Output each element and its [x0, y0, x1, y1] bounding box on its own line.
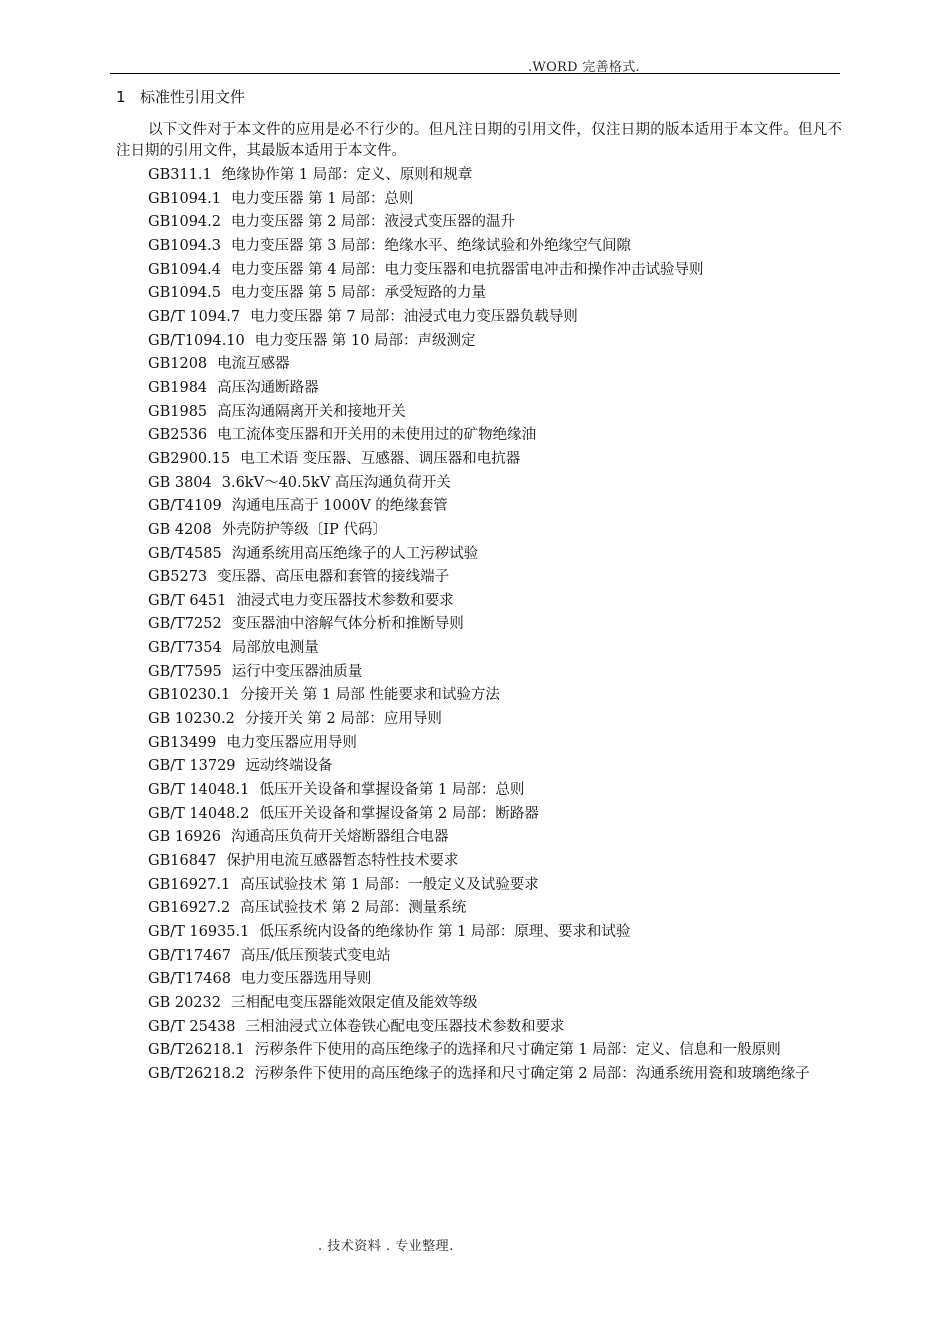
reference-item	[116, 614, 842, 635]
reference-title: 高压沟通隔离开关和接地开关	[217, 403, 406, 420]
reference-title: 电流互感器	[217, 356, 290, 373]
reference-code: GB10230.1	[148, 687, 231, 704]
reference-item	[116, 425, 842, 446]
reference-title: 运行中变压器油质量	[231, 663, 363, 680]
reference-code: GB/T7252	[148, 616, 222, 633]
reference-title: 保护用电流互感器暂态特性技术要求	[226, 853, 459, 870]
reference-title: 高压沟通断路器	[217, 379, 319, 396]
reference-title: 电力变压器 第 2 局部：液浸式变压器的温升	[230, 214, 516, 231]
reference-code: GB/T26218.1	[148, 1042, 245, 1059]
reference-item	[116, 165, 842, 186]
reference-list	[116, 165, 842, 1085]
reference-code: GB1094.3	[148, 237, 221, 254]
reference-title: 绝缘协作第 1 局部：定义、原则和规章	[221, 167, 473, 183]
reference-code: GB1094.4	[148, 261, 221, 278]
reference-title: 电力变压器 第 10 局部：声级测定	[254, 332, 476, 349]
reference-code: GB/T 25438	[148, 1018, 236, 1035]
reference-title: 电力变压器 第 3 局部：绝缘水平、绝缘试验和外绝缘空气间隙	[230, 237, 632, 254]
reference-title: 变压器油中溶解气体分析和推断导则	[231, 616, 464, 633]
reference-title: 电力变压器 第 7 局部：油浸式电力变压器负载导则	[250, 308, 578, 325]
reference-item	[116, 946, 842, 967]
reference-item	[116, 685, 842, 706]
reference-item	[116, 378, 842, 399]
reference-title: 3.6kV～40.5kV 高压沟通负荷开关	[221, 474, 451, 491]
reference-item	[116, 875, 842, 896]
reference-item	[116, 260, 842, 281]
reference-code: GB 4208	[148, 521, 212, 538]
reference-code: GB/T7354	[148, 640, 222, 657]
reference-item	[116, 638, 842, 659]
reference-code: GB1208	[148, 356, 208, 373]
reference-code: GB1094.5	[148, 285, 221, 302]
reference-code: GB/T 6451	[148, 592, 227, 609]
reference-item	[116, 898, 842, 919]
footer-text: . 技术资料 . 专业整理.	[318, 1239, 454, 1254]
reference-title: 高压试验技术 第 1 局部：一般定义及试验要求	[240, 876, 539, 893]
reference-item	[116, 922, 842, 943]
reference-title: 远动终端设备	[245, 758, 333, 775]
reference-title: 变压器、高压电器和套管的接线端子	[217, 569, 450, 586]
reference-title: 电力变压器 第 1 局部：总则	[230, 190, 414, 207]
reference-item	[116, 473, 842, 494]
reference-code: GB2536	[148, 427, 208, 444]
reference-title: 低压系统内设备的绝缘协作 第 1 局部：原理、要求和试验	[259, 924, 631, 940]
reference-title: 电力变压器 第 5 局部：承受短路的力量	[230, 285, 487, 302]
reference-code: GB16927.1	[148, 876, 231, 893]
section-title: 标准性引用文件	[140, 88, 246, 106]
reference-item	[116, 1040, 842, 1061]
reference-title: 电力变压器应用导则	[226, 734, 357, 751]
reference-title: 低压开关设备和掌握设备第 2 局部：断路器	[259, 805, 539, 822]
reference-item	[116, 993, 842, 1014]
reference-item	[116, 189, 842, 210]
reference-code: GB/T1094.10	[148, 332, 245, 349]
reference-title: 低压开关设备和掌握设备第 1 局部：总则	[259, 782, 525, 799]
reference-item	[116, 1017, 842, 1038]
reference-code: GB/T17468	[148, 971, 231, 988]
reference-title: 电力变压器 第 4 局部：电力变压器和电抗器雷电冲击和操作冲击试验导则	[230, 261, 704, 278]
reference-code: GB/T 14048.2	[148, 805, 250, 822]
reference-item	[116, 591, 842, 612]
reference-code: GB2900.15	[148, 450, 231, 467]
reference-item	[116, 851, 842, 872]
header-text: .WORD 完善格式.	[528, 60, 640, 75]
section-heading	[116, 86, 245, 107]
reference-code: GB1094.1	[148, 190, 221, 207]
reference-item	[116, 307, 842, 328]
reference-code: GB/T4109	[148, 498, 222, 515]
reference-title: 局部放电测量	[231, 640, 319, 657]
reference-title: 分接开关 第 1 局部 性能要求和试验方法	[240, 687, 500, 704]
section-number: 1	[116, 88, 126, 106]
reference-title: 沟通系统用高压绝缘子的人工污秽试验	[231, 545, 479, 562]
reference-code: GB 3804	[148, 474, 212, 491]
reference-item	[116, 354, 842, 375]
reference-item	[116, 402, 842, 423]
header-rule	[110, 73, 840, 74]
reference-code: GB 20232	[148, 994, 221, 1011]
reference-title: 高压/低压预装式变电站	[240, 947, 391, 964]
reference-title: 高压试验技术 第 2 局部：测量系统	[240, 900, 467, 917]
reference-title: 沟通高压负荷开关熔断器组合电器	[230, 829, 449, 846]
reference-code: GB/T17467	[148, 947, 231, 964]
reference-code: GB16847	[148, 853, 217, 870]
reference-item	[116, 709, 842, 730]
reference-item	[116, 283, 842, 304]
reference-code: GB/T 13729	[148, 758, 236, 775]
reference-code: GB16927.2	[148, 900, 231, 917]
reference-item	[116, 733, 842, 754]
reference-item	[116, 756, 842, 777]
reference-item	[116, 804, 842, 825]
reference-item	[116, 1064, 842, 1085]
reference-code: GB1984	[148, 379, 208, 396]
reference-code: GB 10230.2	[148, 711, 235, 728]
reference-title: 电工术语 变压器、互感器、调压器和电抗器	[240, 450, 521, 467]
intro-paragraph: 以下文件对于本文件的应用是必不行少的。但凡注日期的引用文件，仅注日期的版本适用于本文件。但凡不注日期的引用文件，其最版本适用于本文件。	[116, 122, 842, 159]
reference-title: 三相油浸式立体卷铁心配电变压器技术参数和要求	[245, 1018, 565, 1035]
reference-item	[116, 496, 842, 517]
reference-item	[116, 827, 842, 848]
reference-item	[116, 236, 842, 257]
reference-code: GB 16926	[148, 829, 221, 846]
reference-title: 油浸式电力变压器技术参数和要求	[236, 592, 454, 609]
reference-item	[116, 520, 842, 541]
reference-item	[116, 449, 842, 470]
document-body	[116, 120, 842, 1088]
reference-code: GB13499	[148, 734, 217, 751]
reference-item	[116, 567, 842, 588]
reference-item	[116, 662, 842, 683]
reference-code: GB/T4585	[148, 545, 222, 562]
reference-title: 三相配电变压器能效限定值及能效等级	[230, 994, 478, 1011]
reference-code: GB/T26218.2	[148, 1065, 245, 1082]
reference-code: GB311.1	[148, 167, 212, 183]
reference-item	[116, 544, 842, 565]
reference-item	[116, 212, 842, 233]
reference-code: GB/T 14048.1	[148, 782, 250, 799]
reference-item	[116, 780, 842, 801]
reference-title: 外壳防护等级〔IP 代码〕	[221, 521, 387, 538]
reference-title: 沟通电压高于 1000V 的绝缘套管	[231, 498, 448, 515]
reference-code: GB/T 16935.1	[148, 924, 250, 940]
reference-title: 电力变压器选用导则	[240, 971, 372, 988]
reference-title: 分接开关 第 2 局部：应用导则	[244, 711, 442, 728]
reference-code: GB5273	[148, 569, 208, 586]
reference-code: GB/T7595	[148, 663, 222, 680]
reference-title: 污秽条件下使用的高压绝缘子的选择和尺寸确定第 1 局部：定义、信息和一般原则	[254, 1042, 781, 1059]
reference-item	[116, 969, 842, 990]
reference-title: 污秽条件下使用的高压绝缘子的选择和尺寸确定第 2 局部：沟通系统用瓷和玻璃绝缘子	[254, 1065, 810, 1082]
reference-title: 电工流体变压器和开关用的未使用过的矿物绝缘油	[217, 427, 537, 444]
reference-item	[116, 331, 842, 352]
reference-code: GB/T 1094.7	[148, 308, 241, 325]
reference-code: GB1094.2	[148, 214, 221, 231]
reference-code: GB1985	[148, 403, 208, 420]
